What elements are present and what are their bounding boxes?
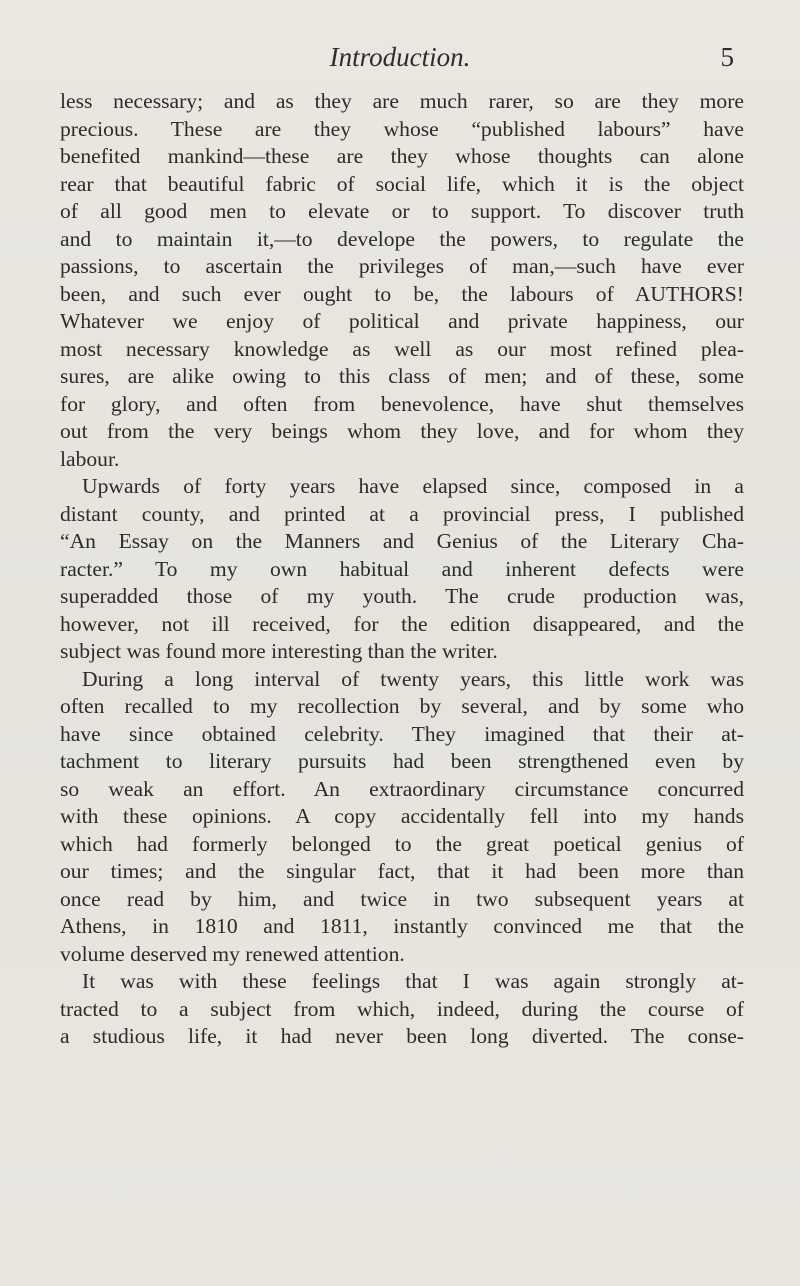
text-line: with these opinions. A copy accidentally fell into my hands (60, 804, 744, 828)
text-line: “An Essay on the Manners and Genius of the Literary Cha- (60, 529, 744, 553)
text-line: for glory, and often from benevolence, have shut themselves (60, 391, 744, 416)
text-line: out from the very beings whom they love, and for whom they (60, 419, 744, 443)
text-line: During a long interval of twenty years, this little work was (82, 666, 744, 691)
body-text (60, 88, 744, 1051)
text-line: of all good men to elevate or to support. To discover truth (60, 199, 744, 223)
text-line: It was with these feelings that I was again strongly at- (82, 969, 744, 993)
text-line: most necessary knowledge as well as our most refined plea- (60, 336, 744, 361)
text-line: subject was found more interesting than the writer. (60, 639, 498, 663)
text-line: racter.” To my own habitual and inherent defects were (60, 556, 744, 581)
text-line: Upwards of forty years have elapsed since, composed in a (82, 474, 744, 498)
text-line: tracted to a subject from which, indeed, during the course of (60, 996, 744, 1021)
text-line: distant county, and printed at a provincial press, I published (60, 501, 744, 526)
text-line: labour. (60, 446, 120, 471)
text-line: once read by him, and twice in two subsequent years at (60, 886, 744, 911)
text-line: our times; and the singular fact, that it had been more than (60, 859, 744, 883)
text-line: so weak an effort. An extraordinary circumstance concurred (60, 776, 744, 801)
text-line: Athens, in 1810 and 1811, instantly convinced me that the (60, 914, 744, 938)
text-line: less necessary; and as they are much rarer, so are they more (60, 89, 744, 113)
text-line: which had formerly belonged to the great poetical genius of (60, 831, 744, 856)
text-line: benefited mankind—these are they whose thoughts can alone (60, 144, 744, 168)
text-line: Whatever we enjoy of political and private happiness, our (60, 309, 744, 333)
text-line: tachment to literary pursuits had been strengthened even by (60, 749, 744, 773)
text-line: rear that beautiful fabric of social life, which it is the object (60, 171, 744, 196)
text-line: sures, are alike owing to this class of men; and of these, some (60, 364, 744, 388)
text-line: been, and such ever ought to be, the labours of AUTHORS! (60, 281, 744, 306)
page-number: 5 (720, 42, 734, 72)
running-header (60, 42, 740, 82)
text-line: passions, to ascertain the privileges of man,—such have ever (60, 254, 744, 278)
text-line: volume deserved my renewed attention. (60, 941, 405, 966)
text-line: superadded those of my youth. The crude production was, (60, 584, 744, 608)
text-line: often recalled to my recollection by several, and by some who (60, 694, 744, 718)
text-line: and to maintain it,—to develope the powers, to regulate the (60, 226, 744, 251)
text-line: have since obtained celebrity. They imagined that their at- (60, 721, 744, 746)
running-title: Introduction. (329, 42, 471, 72)
text-line: however, not ill received, for the edition disappeared, and the (60, 611, 744, 636)
text-line: a studious life, it had never been long diverted. The conse- (60, 1024, 744, 1048)
text-line: precious. These are they whose “published labours” have (60, 116, 744, 141)
